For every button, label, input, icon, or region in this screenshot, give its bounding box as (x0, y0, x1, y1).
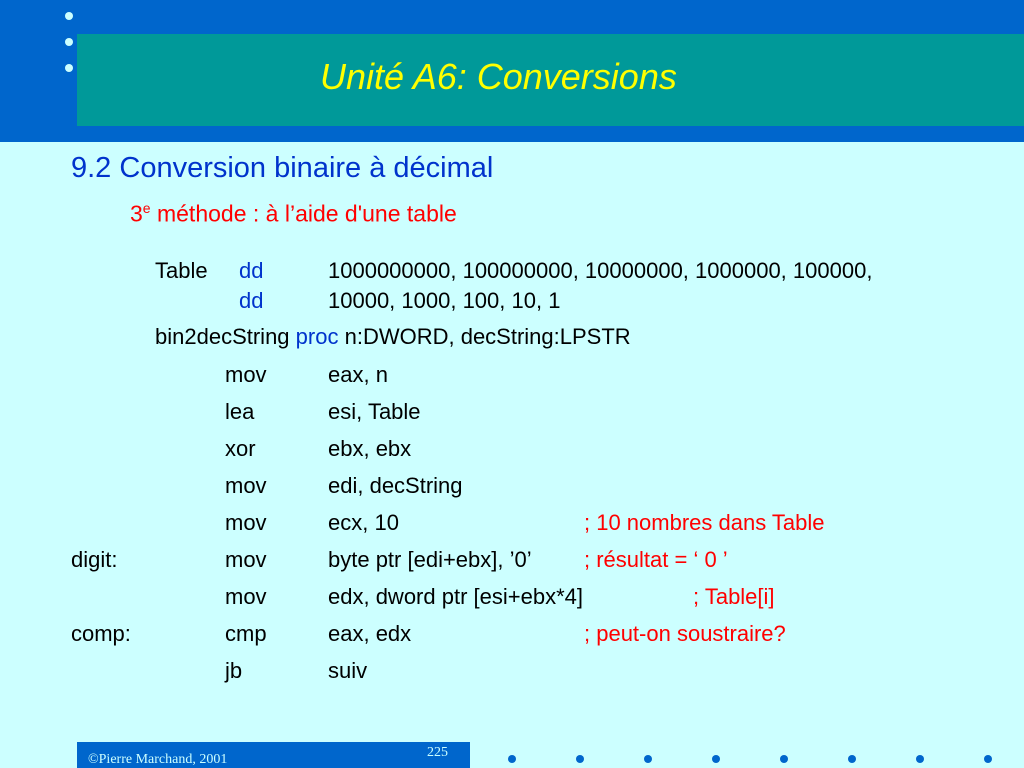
header-bullet-dot (65, 12, 73, 20)
dd-directive: dd (239, 258, 264, 283)
code-args: suiv (328, 658, 368, 683)
code-op: xor (225, 436, 256, 461)
code-op: mov (225, 584, 267, 609)
table-values: 1000000000, 100000000, 10000000, 1000000, 100000, (328, 258, 873, 283)
code-args: edx, dword ptr [esi+ebx*4] (328, 584, 583, 609)
code-label: digit: (71, 547, 118, 572)
footer-bullet-dot (508, 755, 516, 763)
footer-bullet-dot (780, 755, 788, 763)
code-args: ebx, ebx (328, 436, 412, 461)
section-heading: 9.2 Conversion binaire à décimal (71, 152, 494, 184)
dd-directive: dd (239, 288, 264, 313)
code-args: edi, decString (328, 473, 463, 498)
code-op: mov (225, 362, 267, 387)
footer-bullet-dot (712, 755, 720, 763)
code-op: jb (225, 658, 243, 683)
section-subheading (130, 200, 457, 228)
subheading-superscript: e (142, 200, 151, 216)
code-op: lea (225, 399, 255, 424)
code-op: mov (225, 547, 267, 572)
header-bullet-dot (65, 38, 73, 46)
header-bullet-dot (65, 64, 73, 72)
code-comment: ; Table[i] (693, 584, 775, 609)
page-number: 225 (427, 745, 448, 760)
code-op: mov (225, 473, 267, 498)
copyright-text: ©Pierre Marchand, 2001 (88, 752, 228, 767)
code-op: mov (225, 510, 267, 535)
footer-bullet-dot (848, 755, 856, 763)
code-args: ecx, 10 (328, 510, 399, 535)
slide-title: Unité A6: Conversions (320, 56, 677, 97)
proc-params: n:DWORD, decString:LPSTR (344, 324, 631, 349)
code-args: byte ptr [edi+ebx], ’0’ (328, 547, 532, 572)
subheading-text: méthode : à l’aide d'une table (150, 200, 457, 227)
footer-bullet-dot (576, 755, 584, 763)
proc-declaration (155, 324, 631, 350)
code-args: eax, n (328, 362, 388, 387)
proc-name: bin2decString (155, 324, 290, 349)
subheading-number: 3 (130, 200, 143, 227)
code-comment: ; peut-on soustraire? (584, 621, 786, 646)
code-args: eax, edx (328, 621, 412, 646)
code-label: comp: (71, 621, 131, 646)
code-comment: ; résultat = ‘ 0 ’ (584, 547, 728, 572)
code-comment: ; 10 nombres dans Table (584, 510, 825, 535)
code-args: esi, Table (328, 399, 421, 424)
table-values: 10000, 1000, 100, 10, 1 (328, 288, 561, 313)
footer-bullet-dot (916, 755, 924, 763)
footer-bullet-dot (644, 755, 652, 763)
code-op: cmp (225, 621, 267, 646)
table-label: Table (155, 258, 208, 283)
proc-keyword: proc (295, 324, 339, 349)
footer-bullet-dot (984, 755, 992, 763)
